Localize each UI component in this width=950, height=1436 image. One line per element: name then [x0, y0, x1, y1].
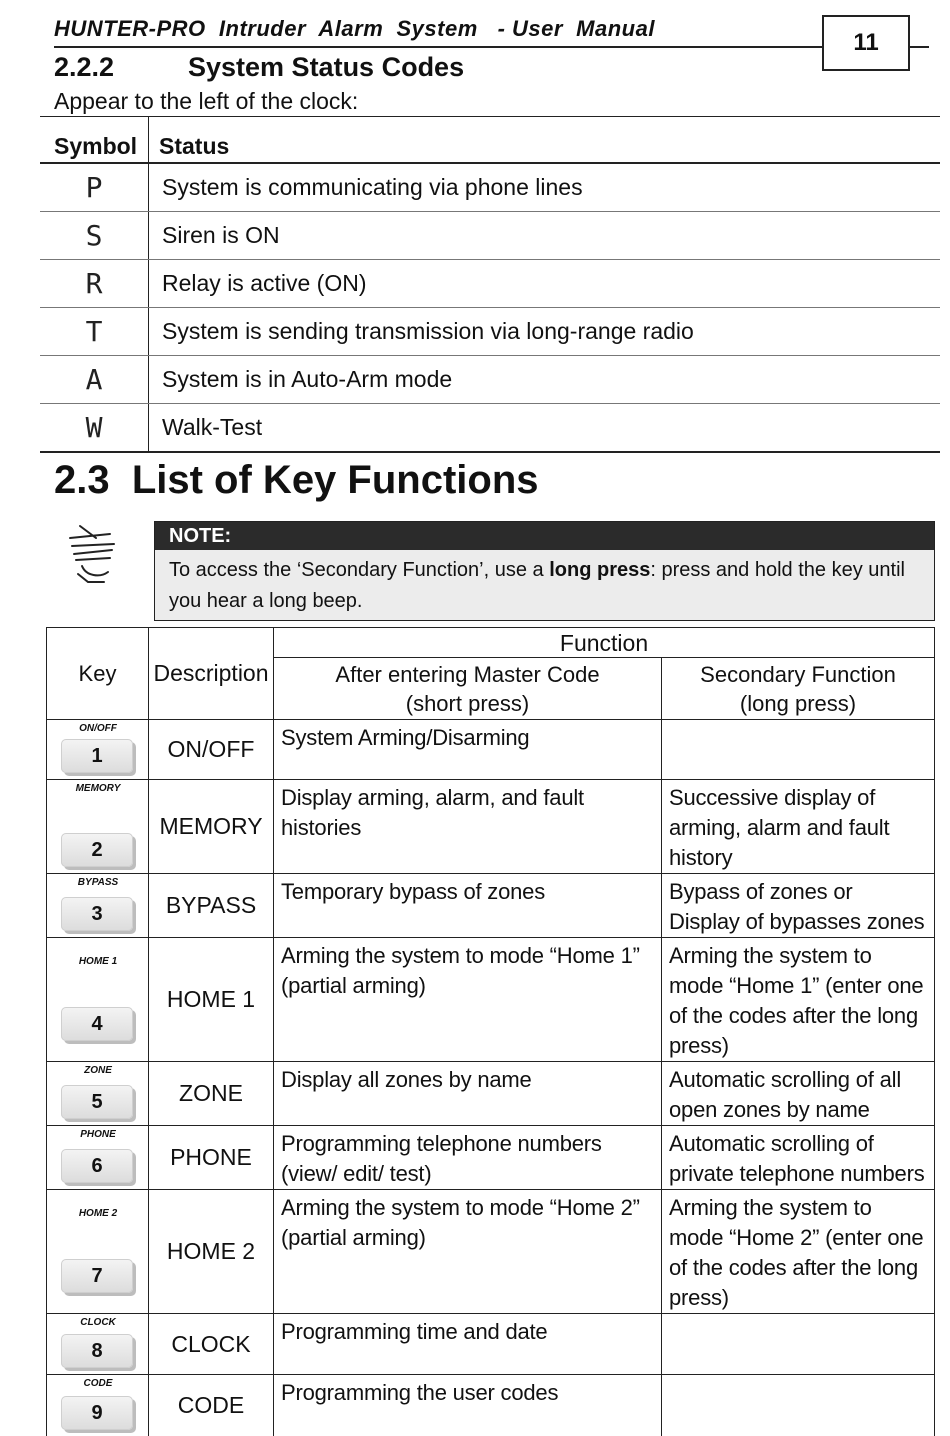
- status-text: Siren is ON: [149, 212, 941, 260]
- table-row: [40, 404, 940, 453]
- key-description: ON/OFF: [149, 720, 274, 780]
- short-press-function: Programming time and date: [274, 1314, 662, 1375]
- key-description: HOME 2: [149, 1190, 274, 1314]
- table-row: [47, 1314, 935, 1375]
- status-symbol: R: [40, 260, 149, 308]
- long-press-header: Secondary Function (long press): [662, 658, 935, 720]
- header-rule: [54, 46, 929, 48]
- status-symbol: A: [40, 356, 149, 404]
- key-column-header: Key: [47, 628, 149, 720]
- keypad-key-6: 6: [61, 1149, 133, 1183]
- status-symbol: W: [40, 404, 149, 453]
- key-label: BYPASS: [77, 877, 119, 888]
- short-press-function: Display arming, alarm, and fault histories: [274, 780, 662, 874]
- key-functions-heading: 2.3 List of Key Functions: [54, 458, 539, 502]
- key-label: PHONE: [80, 1129, 116, 1140]
- short-press-function: Display all zones by name: [274, 1062, 662, 1126]
- status-symbol: S: [40, 212, 149, 260]
- long-press-function: Automatic scrolling of private telephone numbers: [662, 1126, 935, 1190]
- status-text: System is in Auto-Arm mode: [149, 356, 941, 404]
- note-text: To access the ‘Secondary Function’, use a long press: press and hold the key until you hear a long beep.: [169, 559, 905, 612]
- long-press-function: Automatic scrolling of all open zones by name: [662, 1062, 935, 1126]
- key-label: HOME 1: [78, 956, 118, 967]
- long-press-function: [662, 1314, 935, 1375]
- key-label: MEMORY: [75, 783, 121, 794]
- key-description: BYPASS: [149, 874, 274, 938]
- function-column-header: Function: [274, 628, 935, 658]
- status-text: System is sending transmission via long-range radio: [149, 308, 941, 356]
- key-description: ZONE: [149, 1062, 274, 1126]
- key-label: ON/OFF: [79, 723, 117, 734]
- note-emphasis: long press: [549, 559, 651, 581]
- description-column-header: Description: [149, 628, 274, 720]
- keypad-key-8: 8: [61, 1334, 133, 1368]
- short-press-header: After entering Master Code (short press): [274, 658, 662, 720]
- keypad-key-4: 4: [61, 1007, 133, 1041]
- section-title: System Status Codes: [188, 52, 465, 82]
- table-row: [47, 720, 935, 780]
- section-number: 2.2.2: [54, 52, 115, 82]
- status-text: System is communicating via phone lines: [149, 163, 941, 212]
- short-press-function: System Arming/Disarming: [274, 720, 662, 780]
- table-row: [47, 874, 935, 938]
- table-row: [47, 780, 935, 874]
- keypad-key-2: 2: [61, 833, 133, 867]
- short-press-function: Temporary bypass of zones: [274, 874, 662, 938]
- long-press-function: Successive display of arming, alarm and fault history: [662, 780, 935, 874]
- keypad-key-9: 9: [61, 1396, 133, 1430]
- key-label: CODE: [83, 1378, 113, 1389]
- key-cell: [47, 1375, 149, 1436]
- key-label: ZONE: [84, 1065, 112, 1076]
- status-text: Walk-Test: [149, 404, 941, 453]
- long-press-function: [662, 720, 935, 780]
- keypad-key-5: 5: [61, 1085, 133, 1119]
- key-cell: [47, 874, 149, 938]
- key-description: HOME 1: [149, 938, 274, 1062]
- keypad-key-7: 7: [61, 1259, 133, 1293]
- short-press-function: Programming telephone numbers (view/ edit/ test): [274, 1126, 662, 1190]
- key-cell: [47, 780, 149, 874]
- note-hand-icon: [66, 522, 124, 586]
- table-row: [40, 212, 940, 260]
- keypad-key-1: 1: [61, 739, 133, 773]
- page-number: 11: [822, 15, 910, 71]
- table-row: [40, 163, 940, 212]
- table-row: [40, 260, 940, 308]
- key-cell: [47, 938, 149, 1062]
- symbol-column-header: Symbol: [40, 116, 149, 163]
- long-press-function: Arming the system to mode “Home 1” (enter one of the codes after the long press): [662, 938, 935, 1062]
- manual-title: HUNTER-PRO Intruder Alarm System - User Manual: [54, 16, 655, 41]
- key-description: PHONE: [149, 1126, 274, 1190]
- section-subtitle: Appear to the left of the clock:: [54, 88, 359, 114]
- table-row: [40, 356, 940, 404]
- key-description: MEMORY: [149, 780, 274, 874]
- table-row: [47, 1126, 935, 1190]
- status-symbol: P: [40, 163, 149, 212]
- key-cell: [47, 1314, 149, 1375]
- long-press-function: [662, 1375, 935, 1436]
- table-row: [47, 1062, 935, 1126]
- table-row: [47, 938, 935, 1062]
- long-press-function: Bypass of zones or Display of bypasses zones: [662, 874, 935, 938]
- status-text: Relay is active (ON): [149, 260, 941, 308]
- short-press-function: Programming the user codes: [274, 1375, 662, 1436]
- key-label: CLOCK: [80, 1317, 116, 1328]
- table-row: [47, 1190, 935, 1314]
- note-box: [154, 521, 935, 621]
- key-cell: [47, 720, 149, 780]
- short-press-function: Arming the system to mode “Home 1” (partial arming): [274, 938, 662, 1062]
- key-description: CODE: [149, 1375, 274, 1436]
- key-cell: [47, 1190, 149, 1314]
- note-label: NOTE:: [155, 522, 934, 550]
- key-cell: [47, 1126, 149, 1190]
- key-description: CLOCK: [149, 1314, 274, 1375]
- table-row: [47, 1375, 935, 1436]
- status-codes-table: [40, 116, 940, 453]
- keypad-key-3: 3: [61, 897, 133, 931]
- short-press-function: Arming the system to mode “Home 2” (partial arming): [274, 1190, 662, 1314]
- key-label: HOME 2: [78, 1208, 118, 1219]
- key-cell: [47, 1062, 149, 1126]
- table-row: [40, 308, 940, 356]
- status-column-header: Status: [149, 116, 941, 163]
- long-press-function: Arming the system to mode “Home 2” (enter one of the codes after the long press): [662, 1190, 935, 1314]
- key-functions-table: [46, 627, 935, 1436]
- status-symbol: T: [40, 308, 149, 356]
